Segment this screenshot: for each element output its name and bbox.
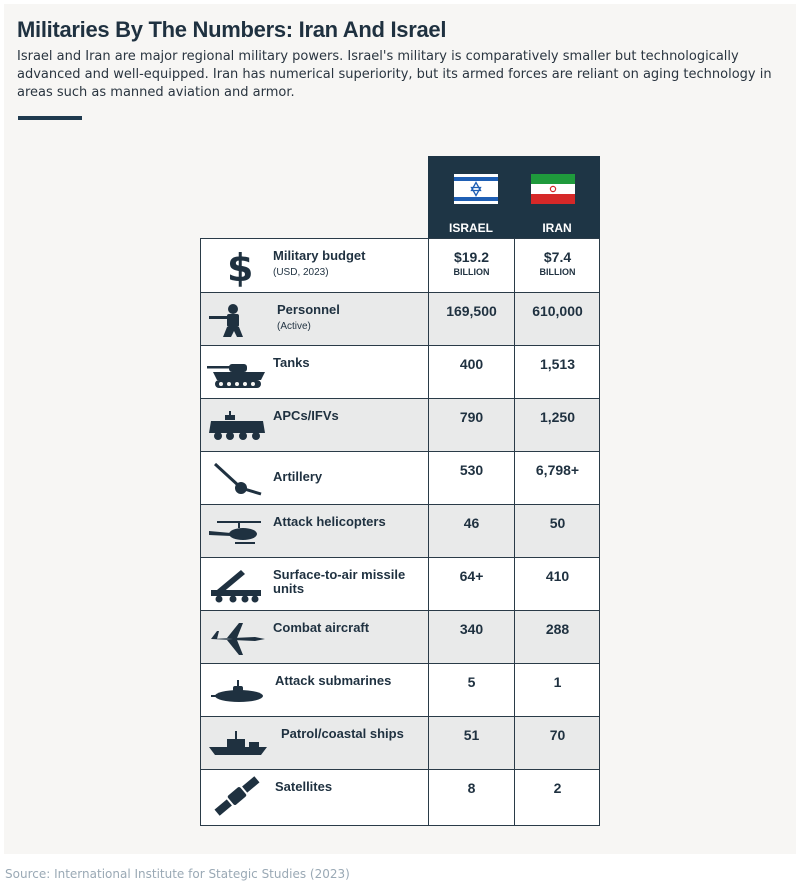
table-row	[200, 558, 600, 611]
table-row	[200, 346, 600, 399]
row-label: Personnel	[277, 302, 340, 317]
source-note: Source: International Institute for Stategic Studies (2023)	[5, 867, 350, 881]
table-row	[200, 293, 600, 346]
title-divider	[18, 116, 82, 120]
row-label: Artillery	[273, 469, 323, 484]
iran-value: 50	[514, 505, 600, 557]
israel-value-text: $19.2	[453, 249, 490, 265]
israel-value: 530	[428, 452, 514, 504]
iran-value: 288	[514, 611, 600, 663]
row-sublabel: (Active)	[277, 321, 311, 332]
iran-column-label: IRAN	[542, 221, 572, 235]
iran-value: 610,000	[514, 293, 600, 345]
iran-value: 6,798+	[514, 452, 600, 504]
table-row	[200, 611, 600, 664]
iran-value: 410	[514, 558, 600, 610]
apc-icon	[205, 403, 269, 447]
artillery-icon	[205, 456, 269, 500]
israel-value: 51	[428, 717, 514, 769]
table-row	[200, 399, 600, 452]
israel-value: 5	[428, 664, 514, 716]
israel-flag-icon	[454, 174, 498, 204]
comparison-table	[200, 238, 600, 826]
row-label: Satellites	[275, 779, 333, 794]
soldier-icon	[205, 297, 269, 341]
jet-icon	[205, 615, 269, 659]
row-label: Surface-to-air missile units	[273, 567, 406, 596]
dollar-icon	[205, 243, 269, 287]
row-label: Military budget	[273, 248, 366, 263]
ship-icon	[205, 721, 269, 765]
israel-unit: BILLION	[453, 267, 490, 277]
israel-value: 46	[428, 505, 514, 557]
table-header	[428, 156, 600, 238]
table-row	[200, 717, 600, 770]
iran-value: 70	[514, 717, 600, 769]
iran-value: 1	[514, 664, 600, 716]
page-subtitle: Israel and Iran are major regional military powers. Israel's military is comparatively smaller but technologically advanced and well-equipped. Iran has numerical superiority, but its armed forces are reliant on aging technology in areas such as manned aviation and armor.	[17, 49, 772, 100]
helicopter-icon	[205, 509, 269, 553]
row-label: Attack helicopters	[273, 514, 386, 529]
iran-value	[514, 239, 600, 292]
row-label: APCs/IFVs	[273, 408, 339, 423]
israel-column-label: ISRAEL	[448, 221, 493, 235]
submarine-icon	[205, 668, 269, 712]
iran-value: 2	[514, 770, 600, 825]
row-label: Tanks	[273, 355, 310, 370]
satellite-icon	[205, 774, 269, 818]
table-row	[200, 505, 600, 558]
iran-value-text: $7.4	[543, 249, 572, 265]
missile-launcher-icon	[205, 562, 269, 606]
israel-value: 169,500	[428, 293, 514, 345]
israel-value: 8	[428, 770, 514, 825]
page-title: Militaries By The Numbers: Iran And Israel	[17, 17, 447, 42]
table-row	[200, 238, 600, 293]
israel-value: 400	[428, 346, 514, 398]
svg-text:$: $	[227, 246, 254, 287]
israel-value	[428, 239, 514, 292]
row-label: Combat aircraft	[273, 620, 370, 635]
iran-value: 1,513	[514, 346, 600, 398]
row-label: Attack submarines	[275, 673, 392, 688]
israel-value: 340	[428, 611, 514, 663]
israel-value: 790	[428, 399, 514, 451]
iran-unit: BILLION	[539, 267, 576, 277]
israel-value: 64+	[428, 558, 514, 610]
iran-flag-icon	[531, 174, 575, 204]
row-label: Patrol/coastal ships	[281, 726, 404, 741]
row-sublabel: (USD, 2023)	[273, 267, 329, 278]
table-row	[200, 664, 600, 717]
table-row	[200, 452, 600, 505]
iran-value: 1,250	[514, 399, 600, 451]
table-row	[200, 770, 600, 826]
tank-icon	[205, 350, 269, 394]
